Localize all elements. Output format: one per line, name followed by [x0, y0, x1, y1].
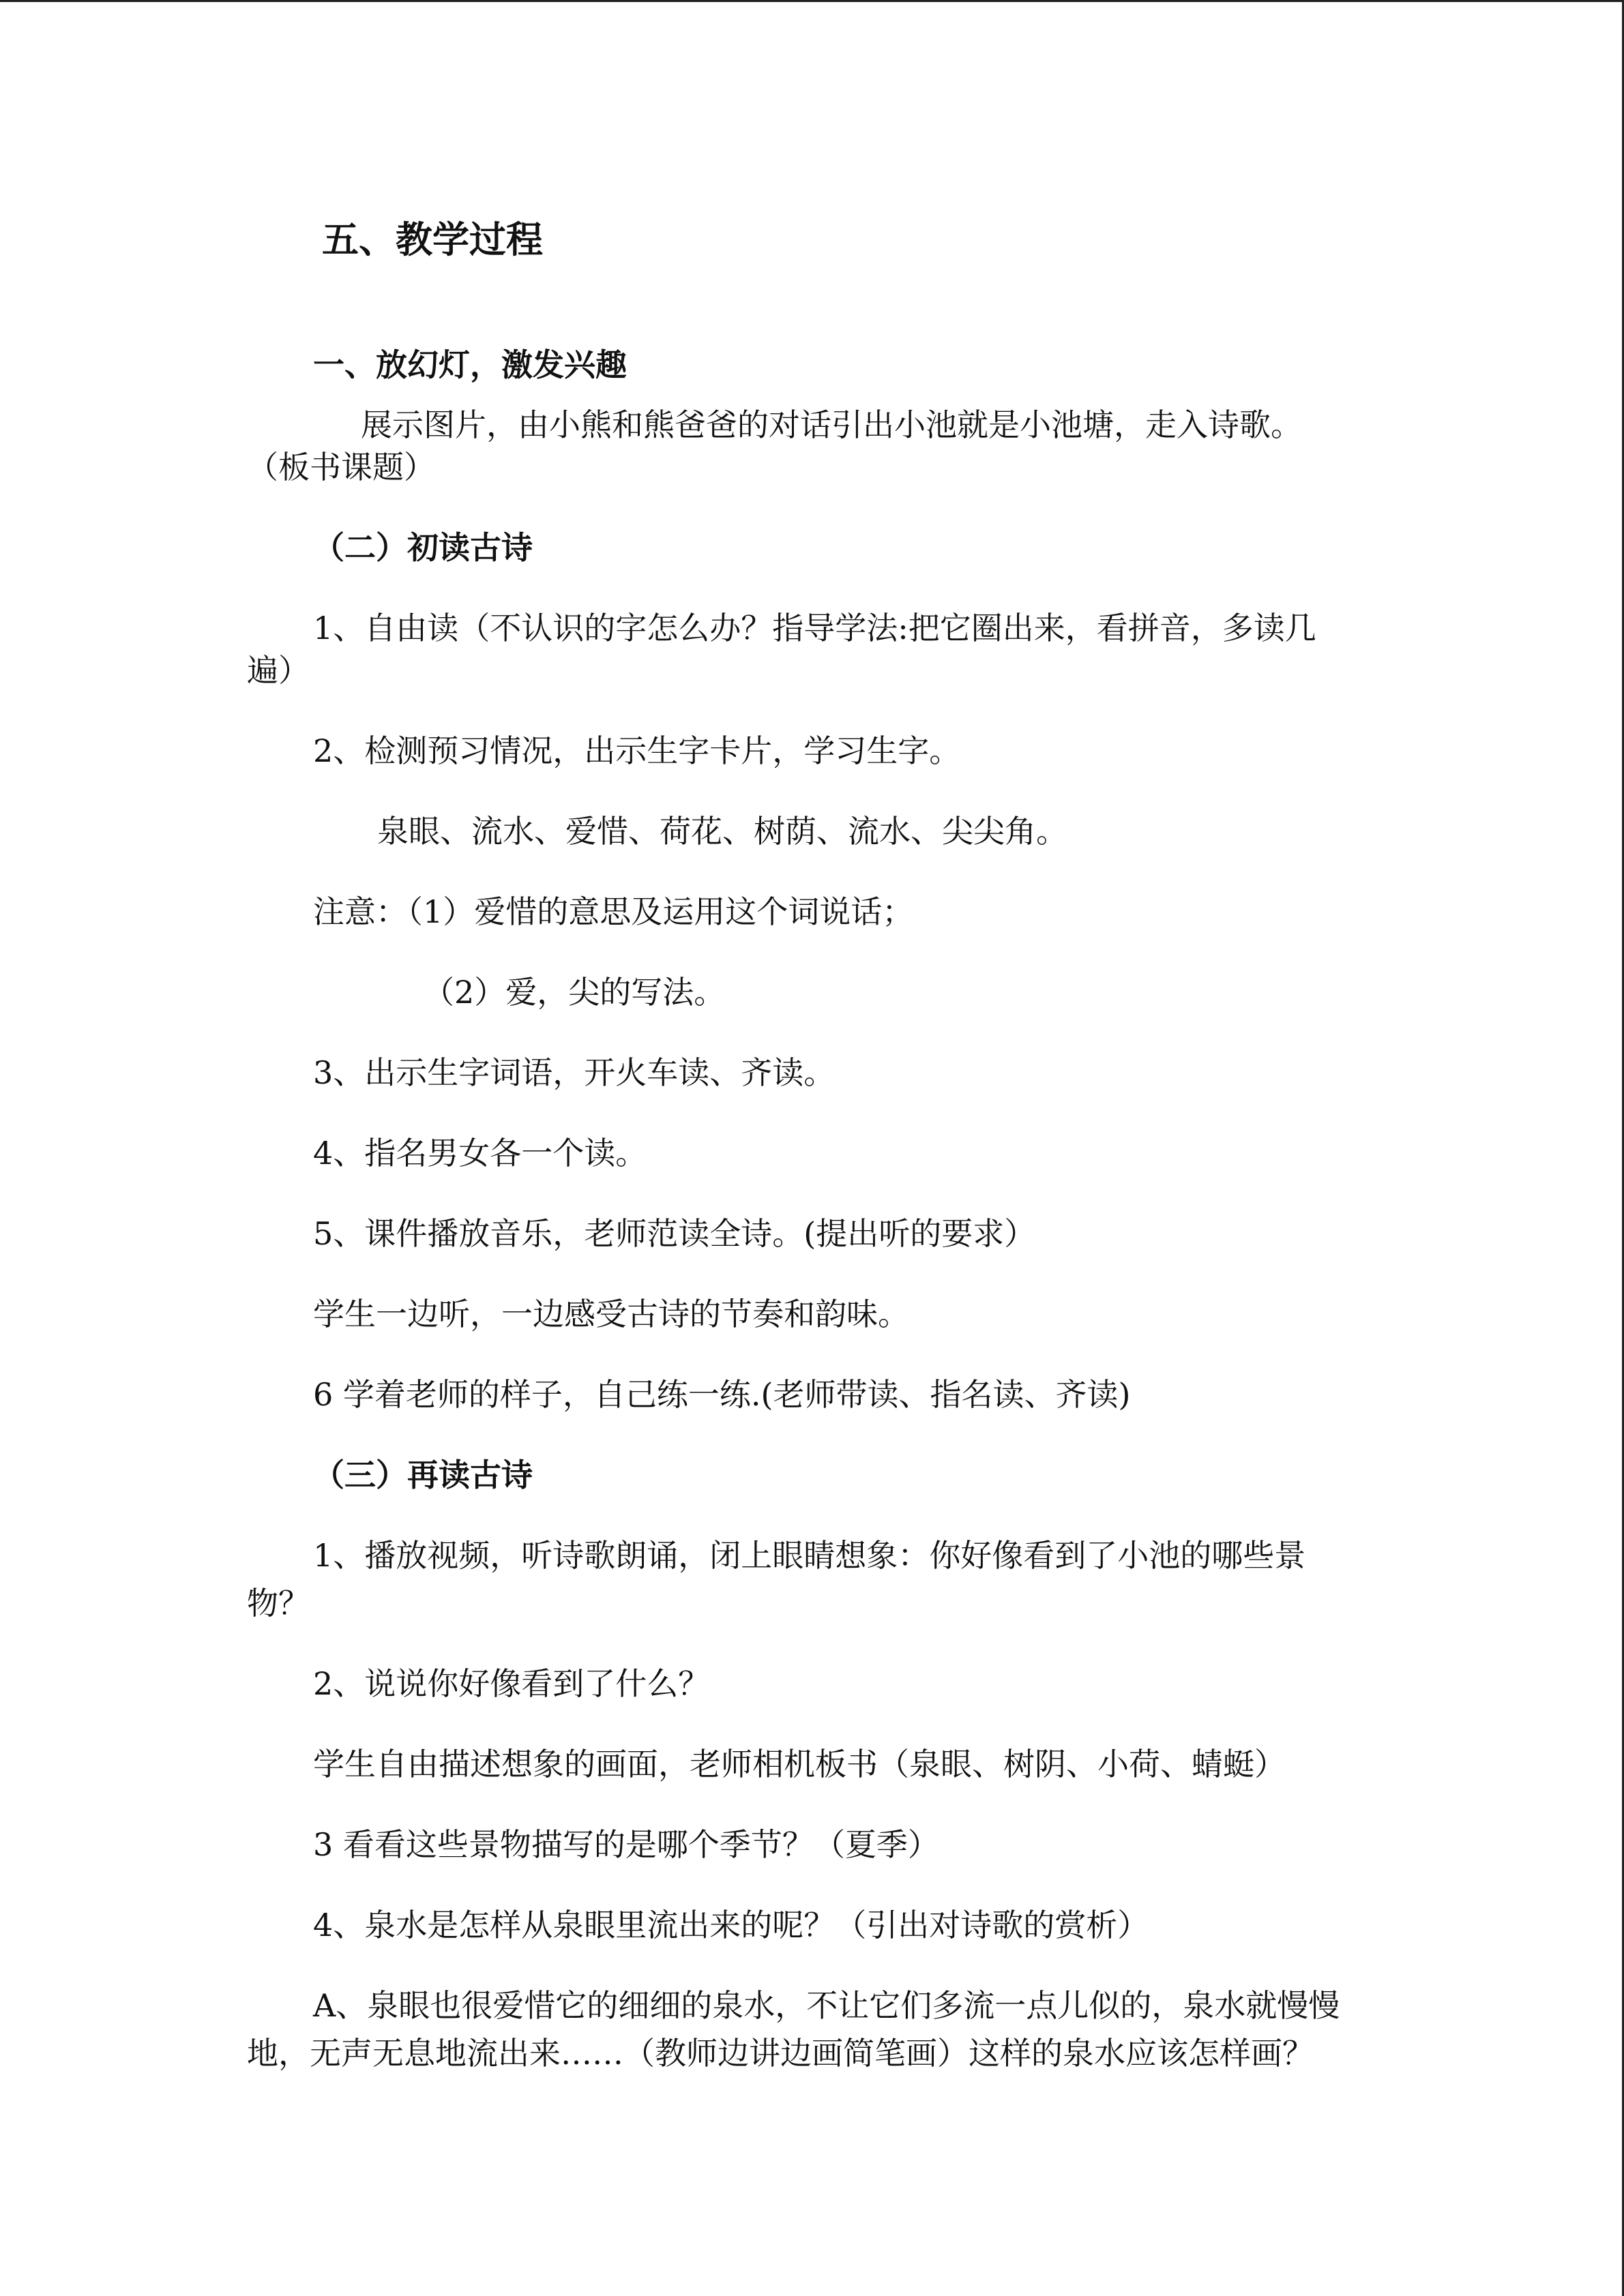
paragraph-line: 5、课件播放音乐，老师范读全诗。(提出听的要求）: [313, 1215, 1036, 1252]
paragraph-line: 2、检测预习情况，出示生字卡片，学习生字。: [313, 732, 961, 769]
paragraph-line: 4、指名男女各一个读。: [313, 1135, 647, 1172]
paragraph-line: 3 看看这些景物描写的是哪个季节？（夏季）: [313, 1826, 939, 1863]
paragraph-line: 地，无声无息地流出来……（教师边讲边画简笔画）这样的泉水应该怎样画？: [247, 2035, 1314, 2072]
section-heading: 一、放幻灯，激发兴趣: [313, 346, 627, 383]
paragraph-line: 4、泉水是怎样从泉眼里流出来的呢？（引出对诗歌的赏析）: [313, 1907, 1149, 1943]
paragraph-line: 2、说说你好像看到了什么？: [313, 1665, 710, 1702]
section-heading: （二）初读古诗: [313, 529, 533, 566]
section-title: 五、教学过程: [322, 218, 543, 261]
paragraph-line: A、泉眼也很爱惜它的细细的泉水，不让它们多流一点儿似的，泉水就慢慢: [313, 1987, 1340, 2024]
section-heading: （三）再读古诗: [313, 1457, 533, 1493]
paragraph-line: 3、出示生字词语，开火车读、齐读。: [313, 1054, 836, 1091]
paragraph-line: 注意：（1）爱惜的意思及运用这个词说话；: [313, 893, 914, 930]
paragraph-line: 物？: [247, 1585, 310, 1622]
paragraph-line: 遍）: [247, 652, 310, 689]
paragraph-line: 泉眼、流水、爱惜、荷花、树荫、流水、尖尖角。: [377, 813, 1067, 850]
paragraph-line: 学生一边听，一边感受古诗的节奏和韵味。: [313, 1296, 909, 1332]
paragraph-line: （板书课题）: [247, 449, 435, 486]
paragraph-line: （2）爱，尖的写法。: [423, 974, 726, 1011]
paragraph-line: 6 学着老师的样子，自己练一练.(老师带读、指名读、齐读): [313, 1376, 1131, 1413]
paragraph-line: 1、自由读（不认识的字怎么办？指导学法:把它圈出来，看拼音，多读几: [313, 610, 1316, 646]
paragraph-line: 学生自由描述想象的画面，老师相机板书（泉眼、树阴、小荷、蜻蜓）: [313, 1746, 1286, 1783]
paragraph-line: 展示图片，由小熊和熊爸爸的对话引出小池就是小池塘，走入诗歌。: [361, 406, 1302, 443]
paragraph-line: 1、播放视频，听诗歌朗诵，闭上眼睛想象：你好像看到了小池的哪些景: [313, 1537, 1306, 1574]
